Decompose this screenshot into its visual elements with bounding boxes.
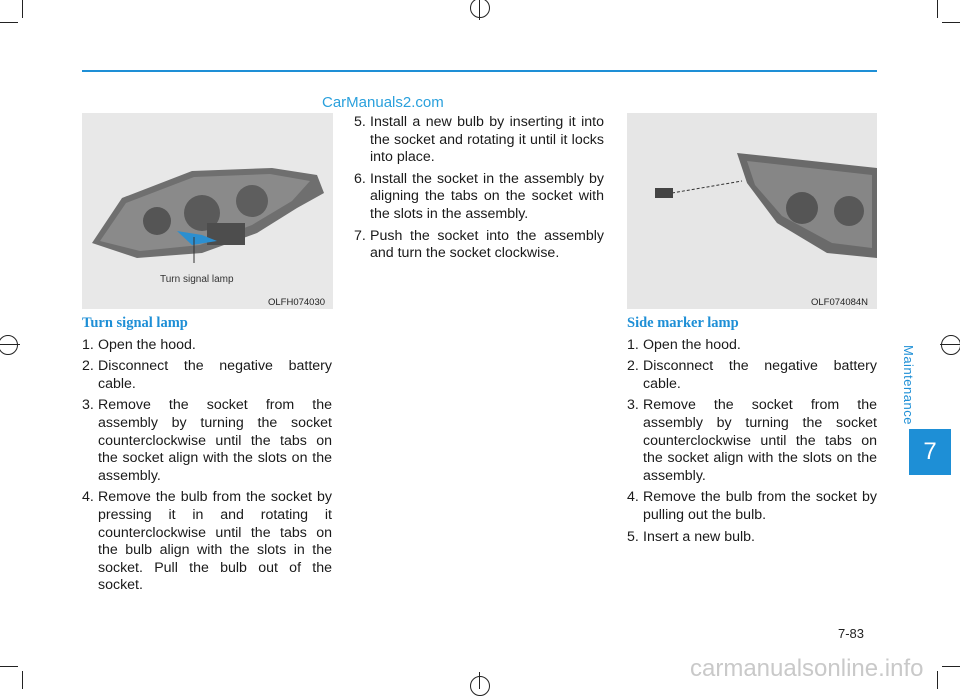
list-item: 2. Disconnect the negative battery cable. bbox=[627, 358, 877, 392]
headlamp-figure-right bbox=[627, 113, 877, 309]
list-item: 2. Disconnect the negative battery cable. bbox=[82, 358, 332, 392]
registration-mark bbox=[470, 0, 490, 18]
list-item: 3. Remove the socket from the assembly by turning the socket counterclockwise until the tabs on the socket align with the slots on the assembly. bbox=[82, 397, 332, 484]
figure-code-right: OLF074084N bbox=[811, 297, 869, 308]
figure-code-left: OLFH074030 bbox=[268, 297, 326, 308]
registration-mark bbox=[479, 672, 480, 689]
headlamp-figure-left bbox=[82, 113, 333, 309]
registration-mark bbox=[470, 676, 490, 696]
registration-mark bbox=[0, 344, 20, 345]
watermark-bottom[interactable]: carmanualsonline.info bbox=[690, 655, 924, 682]
registration-mark bbox=[940, 344, 960, 345]
turn-signal-section-cont bbox=[354, 114, 604, 267]
list-item: 3. Remove the socket from the assembly by turning the socket counterclockwise until the tabs on the socket align with the slots on the assembly. bbox=[627, 397, 877, 484]
list-item: 4. Remove the bulb from the socket by pulling out the bulb. bbox=[627, 489, 877, 523]
crop-mark bbox=[942, 22, 960, 23]
callout-turn-signal: Turn signal lamp bbox=[160, 274, 234, 285]
list-item: 6. Install the socket in the assembly by aligning the tabs on the socket with the slots in the assembly. bbox=[354, 170, 604, 222]
list-item: 4. Remove the bulb from the socket by pressing it in and rotating it counterclockwise until the tabs on the bulb align with the slots in the socket. Pull the bulb out of the socket. bbox=[82, 489, 332, 594]
crop-mark bbox=[937, 671, 938, 689]
section-tab-label: Maintenance bbox=[901, 345, 916, 425]
list-item: 5. Insert a new bulb. bbox=[627, 528, 755, 545]
registration-mark bbox=[0, 335, 18, 355]
crop-mark bbox=[22, 671, 23, 689]
page-number: 7-83 bbox=[838, 626, 865, 641]
crop-mark bbox=[942, 666, 960, 667]
registration-mark bbox=[479, 0, 480, 20]
list-item: 7. Push the socket into the assembly and turn the socket clockwise. bbox=[354, 227, 604, 262]
header-rule bbox=[82, 70, 877, 72]
crop-mark bbox=[937, 0, 938, 18]
turn-signal-heading: Turn signal lamp bbox=[82, 315, 188, 331]
side-marker-heading: Side marker lamp bbox=[627, 315, 739, 331]
crop-mark bbox=[0, 22, 18, 23]
side-marker-illustration bbox=[627, 113, 877, 309]
watermark-top[interactable]: CarManuals2.com bbox=[322, 94, 444, 111]
list-item: 5. Install a new bulb by inserting it into the socket and rotating it until it locks into place. bbox=[354, 114, 604, 166]
registration-mark bbox=[941, 335, 960, 355]
chapter-number-badge: 7 bbox=[909, 429, 951, 475]
list-item: 1. Open the hood. bbox=[82, 336, 196, 353]
crop-mark bbox=[0, 666, 18, 667]
side-marker-section bbox=[627, 315, 877, 550]
crop-mark bbox=[22, 0, 23, 18]
list-item: 1. Open the hood. bbox=[627, 336, 741, 353]
turn-signal-section bbox=[82, 315, 332, 599]
